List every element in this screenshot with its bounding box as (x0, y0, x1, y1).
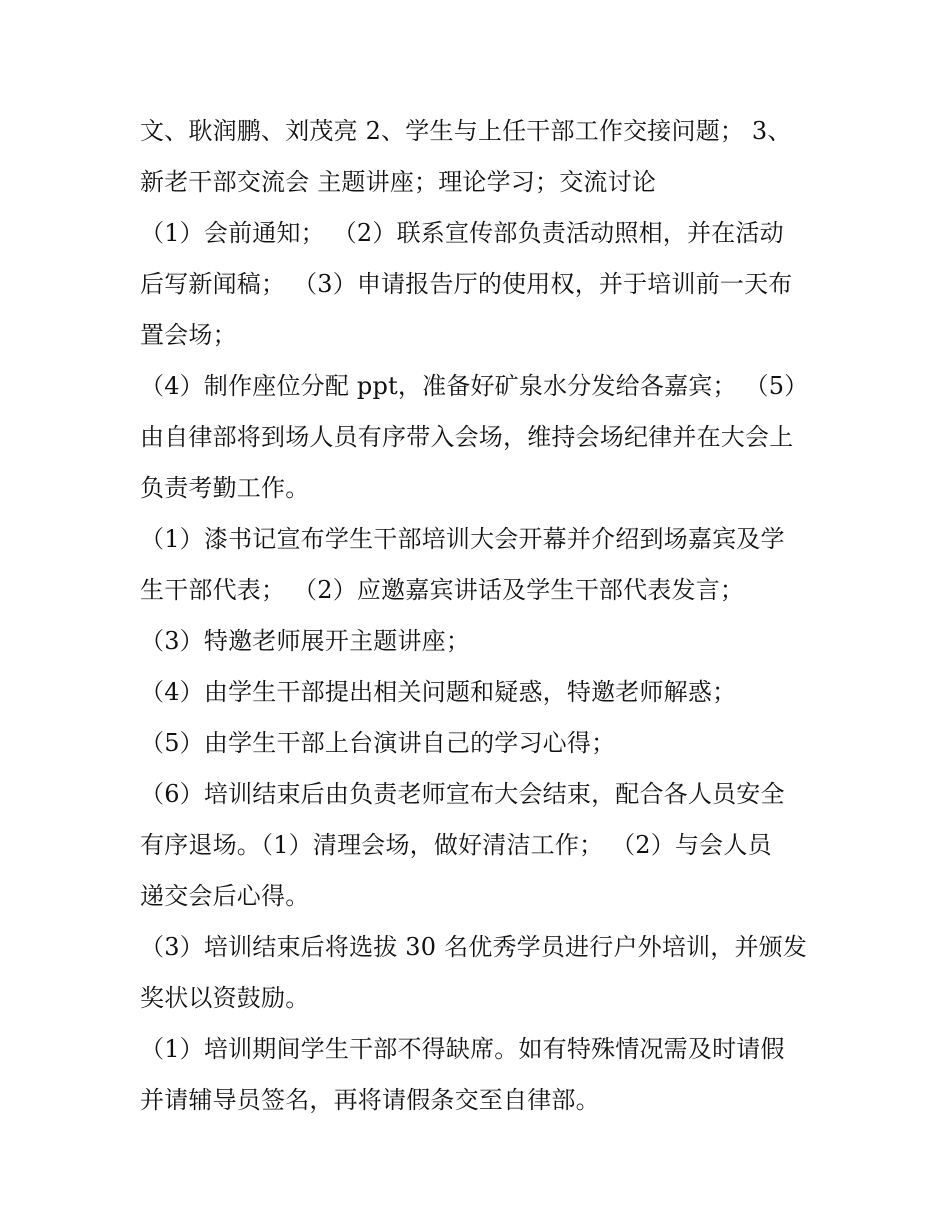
text-line: 有序退场。（1）清理会场，做好清洁工作； （2）与会人员 (140, 831, 772, 859)
text-line: （1）会前通知； （2）联系宣传部负责活动照相，并在活动 (140, 219, 784, 247)
text-line: 生干部代表； （2）应邀嘉宾讲话及学生干部代表发言； (140, 576, 745, 604)
text-line: 文、耿润鹏、刘茂亮 2、学生与上任干部工作交接问题； 3、 (140, 117, 792, 145)
text-line: （3）培训结束后将选拔 30 名优秀学员进行户外培训，并颁发 (140, 933, 808, 961)
document-body (140, 106, 820, 1126)
text-line: 后写新闻稿； （3）申请报告厅的使用权，并于培训前一天布 (140, 270, 793, 298)
text-line: （3）特邀老师展开主题讲座； (140, 627, 471, 655)
text-line: 并请辅导员签名，再将请假条交至自律部。 (140, 1086, 600, 1114)
text-line: 递交会后心得。 (140, 882, 310, 910)
text-line: 负责考勤工作。 (140, 474, 310, 502)
text-line: （1）漆书记宣布学生干部培训大会开幕并介绍到场嘉宾及学 (140, 525, 785, 553)
text-line: （5）由学生干部上台演讲自己的学习心得； (140, 729, 616, 757)
text-line: （4）由学生干部提出相关问题和疑惑，特邀老师解惑； (140, 678, 737, 706)
text-line: 置会场； (140, 321, 237, 349)
text-line: （6）培训结束后由负责老师宣布大会结束，配合各人员安全 (140, 780, 785, 808)
text-line: 奖状以资鼓励。 (140, 984, 310, 1012)
text-line: 新老干部交流会 主题讲座；理论学习；交流讨论 (140, 168, 657, 196)
text-line: （1）培训期间学生干部不得缺席。如有特殊情况需及时请假 (140, 1035, 785, 1063)
text-line: （4）制作座位分配 ppt，准备好矿泉水分发给各嘉宾； （5） (140, 372, 809, 400)
text-line: 由自律部将到场人员有序带入会场，维持会场纪律并在大会上 (140, 423, 794, 451)
